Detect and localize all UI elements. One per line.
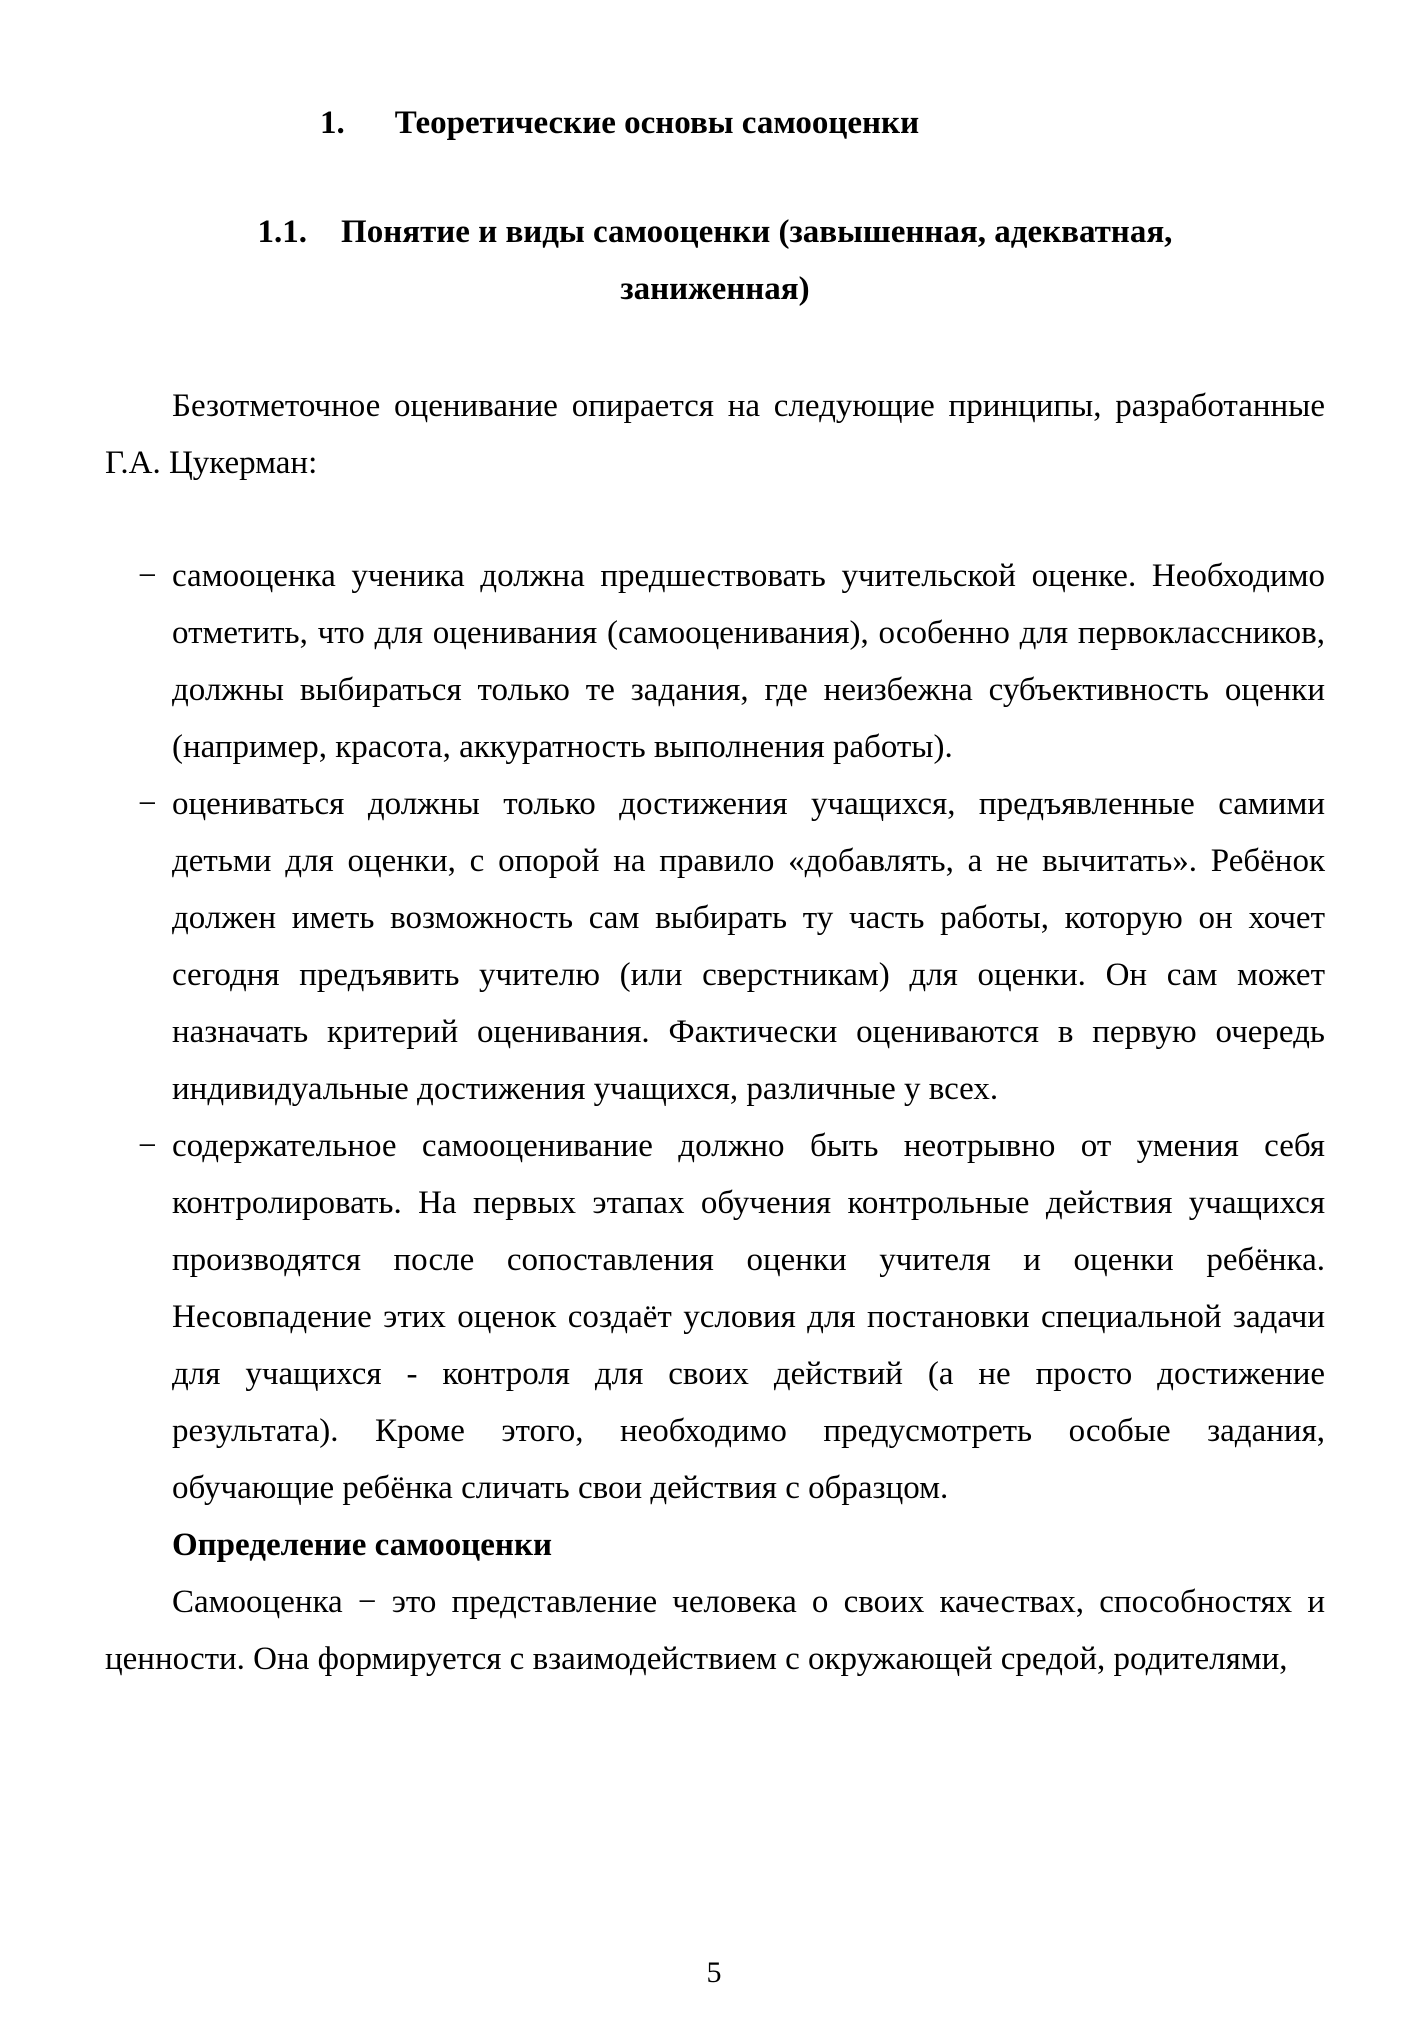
list-item-text: самооценка ученика должна предшествовать учительской оценке. Необходимо отметить, что для оценивания (самооценивания), особенно для первоклассников, должны выбираться только те задания, где неизбежна субъективность оценки (например, красота, аккуратность выполнения работы). [172, 558, 1325, 765]
section-number: 1.1. [257, 214, 308, 250]
list-item-text: содержательное самооценивание должно быть неотрывно от умения себя контролировать. На первых этапах обучения контрольные действия учащихся производятся после сопоставления оценки учителя и оценки ребёнка. Несовпадение этих оценок создаёт условия для постановки специальной задачи для учащихся - контроля для своих действий (а не просто достижение результата). Кроме этого, необходимо предусмотреть особые задания, обучающие ребёнка сличать свои действия с образцом. [172, 1128, 1325, 1506]
list-item [105, 548, 1325, 776]
section-title: Понятие и виды самооценки (завышенная, адекватная, заниженная) [341, 214, 1173, 307]
principles-list [105, 548, 1325, 1517]
intro-paragraph: Безотметочное оценивание опирается на следующие принципы, разработанные Г.А. Цукерман: [105, 388, 1325, 481]
list-item [105, 776, 1325, 1118]
list-item-text: оцениваться должны только достижения учащихся, предъявленные самими детьми для оценки, с опорой на правило «добавлять, а не вычитать». Ребёнок должен иметь возможность сам выбирать ту часть работы, которую он хочет сегодня предъявить учителю (или сверстникам) для оценки. Он сам может назначать критерий оценивания. Фактически оцениваются в первую очередь индивидуальные достижения учащихся, различные у всех. [172, 786, 1325, 1107]
chapter-title: Теоретические основы самооценки [394, 105, 920, 141]
dash-marker: − [138, 786, 157, 822]
definition-paragraph: Самооценка − это представление человека о своих качествах, способностях и ценности. Она формируется с взаимодействием с окружающей средой, родителями, [105, 1584, 1325, 1677]
definition-subheading: Определение самооценки [172, 1527, 552, 1563]
chapter-number: 1. [320, 105, 345, 141]
chapter-heading [320, 95, 1325, 152]
page-number: 5 [706, 1956, 722, 1989]
dash-marker: − [138, 1128, 157, 1164]
list-item [105, 1118, 1325, 1517]
section-heading [165, 204, 1265, 318]
dash-marker: − [138, 558, 157, 594]
